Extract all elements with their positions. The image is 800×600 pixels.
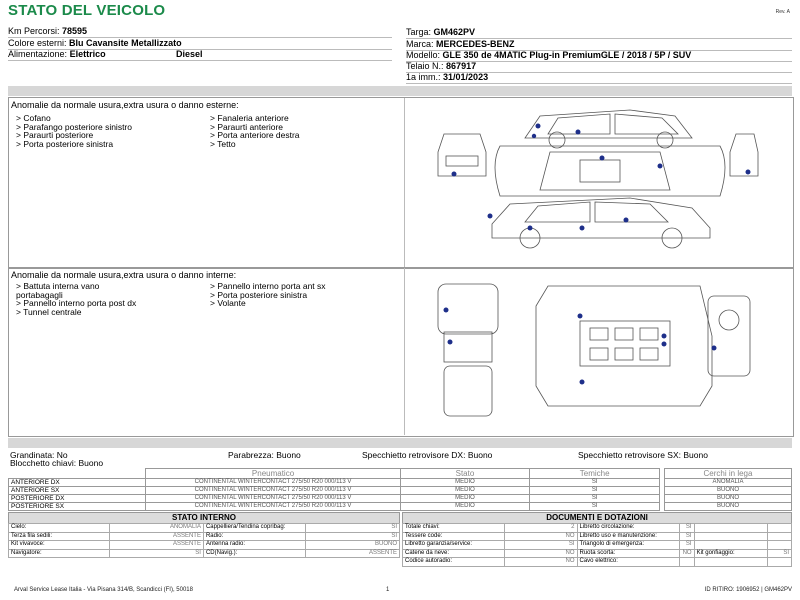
- mirror-dx-status: Specchietto retrovisore DX: Buono: [362, 450, 493, 460]
- tyre-header: Pneumatico: [146, 469, 400, 479]
- rims-table: [664, 468, 792, 511]
- damage-dot-icon: [746, 170, 751, 175]
- mirror-sx-status: Specchietto retrovisore SX: Buono: [578, 450, 708, 460]
- list-item: > Porta posteriore sinistra: [16, 138, 114, 149]
- table-row: POSTERIORE SX CONTINENTAL WINTERCONTACT 275/50 R20 000/113 V MEDIO SI: [9, 503, 660, 511]
- registration-value: 31/01/2023: [443, 72, 489, 82]
- registration-row: [406, 72, 792, 84]
- list-item: > Cofano: [16, 113, 51, 123]
- fuel-row: [8, 49, 392, 61]
- fuel-label: Alimentazione:: [8, 49, 68, 59]
- rim-value: BUONO: [665, 503, 792, 511]
- km-label: Km Percorsi:: [8, 26, 60, 36]
- registration-label: 1a imm.:: [406, 72, 441, 82]
- damage-dot-icon: [600, 156, 605, 161]
- table-row: Tessere code: NO Libretto uso e manutenzione: SI: [403, 532, 792, 541]
- footer-page-number: 1: [386, 587, 390, 593]
- km-row: [8, 26, 392, 38]
- list-item: > Parafango posteriore sinistro: [16, 121, 132, 132]
- damage-dot-icon: [528, 226, 533, 231]
- table-row: ANTERIORE DX CONTINENTAL WINTERCONTACT 275/50 R20 000/113 V MEDIO SI: [9, 479, 660, 487]
- fuel-value-1: Elettrico: [69, 49, 106, 59]
- list-item: > Volante: [210, 298, 246, 308]
- thermal-header: Temiche: [530, 469, 660, 479]
- color-value: Blu Cavansite Metallizzato: [69, 38, 182, 48]
- model-value: GLE 350 de 4MATIC Plug-in PremiumGLE / 2018 / 5P / SUV: [442, 50, 692, 60]
- plate-row: [406, 27, 792, 39]
- panel-divider: [404, 98, 405, 267]
- damage-dot-icon: [662, 334, 667, 339]
- list-item: > Porta anteriore destra: [210, 130, 300, 140]
- list-item: > Fanaleria anteriore: [210, 113, 289, 123]
- external-damage-list-2: [210, 114, 300, 148]
- table-row: Terza fila sedili: ASSENTE Radio: SI: [9, 532, 400, 541]
- internal-damage-list-2: [210, 282, 326, 308]
- table-row: ANTERIORE SX CONTINENTAL WINTERCONTACT 275/50 R20 000/113 V MEDIO SI: [9, 487, 660, 495]
- car-exterior-diagram: [430, 104, 760, 264]
- chassis-label: Telaio N.:: [406, 61, 444, 71]
- damage-dot-icon: [580, 380, 585, 385]
- section-divider: [8, 438, 792, 448]
- footer-company: Arval Service Lease Italia - Via Pisana 314/B, Scandicci (FI), 50018: [14, 587, 193, 593]
- damage-dot-icon: [580, 226, 585, 231]
- interior-state-title: STATO INTERNO: [8, 512, 400, 524]
- brand-value: MERCEDES-BENZ: [436, 39, 515, 49]
- rim-value: BUONO: [665, 495, 792, 503]
- rims-header: Cerchi in lega: [665, 469, 792, 479]
- table-row: Kit vivavoce: ASSENTE Antenna radio: BUONO: [9, 541, 400, 550]
- documents-title: DOCUMENTI E DOTAZIONI: [402, 512, 792, 524]
- table-row: Cielo: ANOMALIA Cappelliera/Tendina copribag: SI: [9, 524, 400, 533]
- plate-value: GM462PV: [433, 27, 476, 37]
- internal-damage-list-1: [16, 282, 136, 316]
- list-item: portabagagli: [16, 289, 63, 300]
- panel-divider: [404, 268, 405, 435]
- section-divider: [8, 86, 792, 96]
- internal-damage-title: Anomalie da normale usura,extra usura o danno interne:: [11, 270, 237, 280]
- documents-table: [402, 523, 792, 567]
- damage-dot-icon: [532, 134, 536, 138]
- color-label: Colore esterni:: [8, 38, 67, 48]
- interior-state-table: [8, 523, 400, 558]
- table-row: Totale chiavi: 2 Libretto circolazione: SI: [403, 524, 792, 533]
- hail-status: Grandinata: No: [10, 450, 68, 460]
- table-row: Codice autoradio: NO Cavo elettrico:: [403, 558, 792, 567]
- damage-dot-icon: [578, 314, 583, 319]
- table-row: Catene da neve: NO Ruota scorta: NO Kit gonfiaggio: SI: [403, 549, 792, 558]
- car-interior-diagram: [430, 276, 760, 426]
- list-item: > Paraurti posteriore: [16, 130, 94, 140]
- windshield-status: Parabrezza: Buono: [228, 450, 301, 460]
- damage-dot-icon: [452, 172, 457, 177]
- keylock-status: Blocchetto chiavi: Buono: [10, 458, 104, 468]
- revision-label: Rev. A: [775, 9, 790, 15]
- damage-dot-icon: [448, 340, 453, 345]
- damage-dot-icon: [662, 342, 667, 347]
- damage-dot-icon: [444, 308, 449, 313]
- km-value: 78595: [62, 26, 88, 36]
- rim-value: BUONO: [665, 487, 792, 495]
- list-item: > Paraurti anteriore: [210, 121, 283, 132]
- plate-label: Targa:: [406, 27, 432, 37]
- table-row: POSTERIORE DX CONTINENTAL WINTERCONTACT 275/50 R20 000/113 V MEDIO SI: [9, 495, 660, 503]
- damage-dot-icon: [712, 346, 717, 351]
- rim-value: ANOMALIA: [665, 479, 792, 487]
- external-damage-title: Anomalie da normale usura,extra usura o danno esterne:: [11, 100, 239, 110]
- list-item: > Porta posteriore sinistra: [210, 289, 308, 300]
- fuel-value-2: Diesel: [176, 49, 203, 59]
- footer-id: ID RITIRO: 1906952 | GM462PV: [704, 587, 792, 593]
- list-item: > Battuta interna vano: [16, 281, 100, 291]
- damage-dot-icon: [576, 130, 581, 135]
- tyre-table: [8, 468, 660, 511]
- table-row: Navigatore: SI CD(Navig.): ASSENTE: [9, 549, 400, 558]
- state-header: Stato: [400, 469, 530, 479]
- list-item: > Pannello interno porta ant sx: [210, 281, 326, 291]
- external-damage-list-1: [16, 114, 132, 148]
- table-row: Libretto garanzia/service: SI Triangolo di emergenza: SI: [403, 541, 792, 550]
- damage-dot-icon: [624, 218, 629, 223]
- brand-label: Marca:: [406, 39, 434, 49]
- damage-dot-icon: [488, 214, 493, 219]
- damage-dot-icon: [536, 124, 541, 129]
- damage-dot-icon: [658, 164, 663, 169]
- chassis-value: 867917: [446, 61, 477, 71]
- list-item: > Pannello interno porta post dx: [16, 298, 137, 308]
- list-item: > Tetto: [210, 138, 236, 149]
- model-label: Modello:: [406, 50, 441, 60]
- list-item: > Tunnel centrale: [16, 306, 82, 317]
- page-title: STATO DEL VEICOLO: [8, 2, 166, 19]
